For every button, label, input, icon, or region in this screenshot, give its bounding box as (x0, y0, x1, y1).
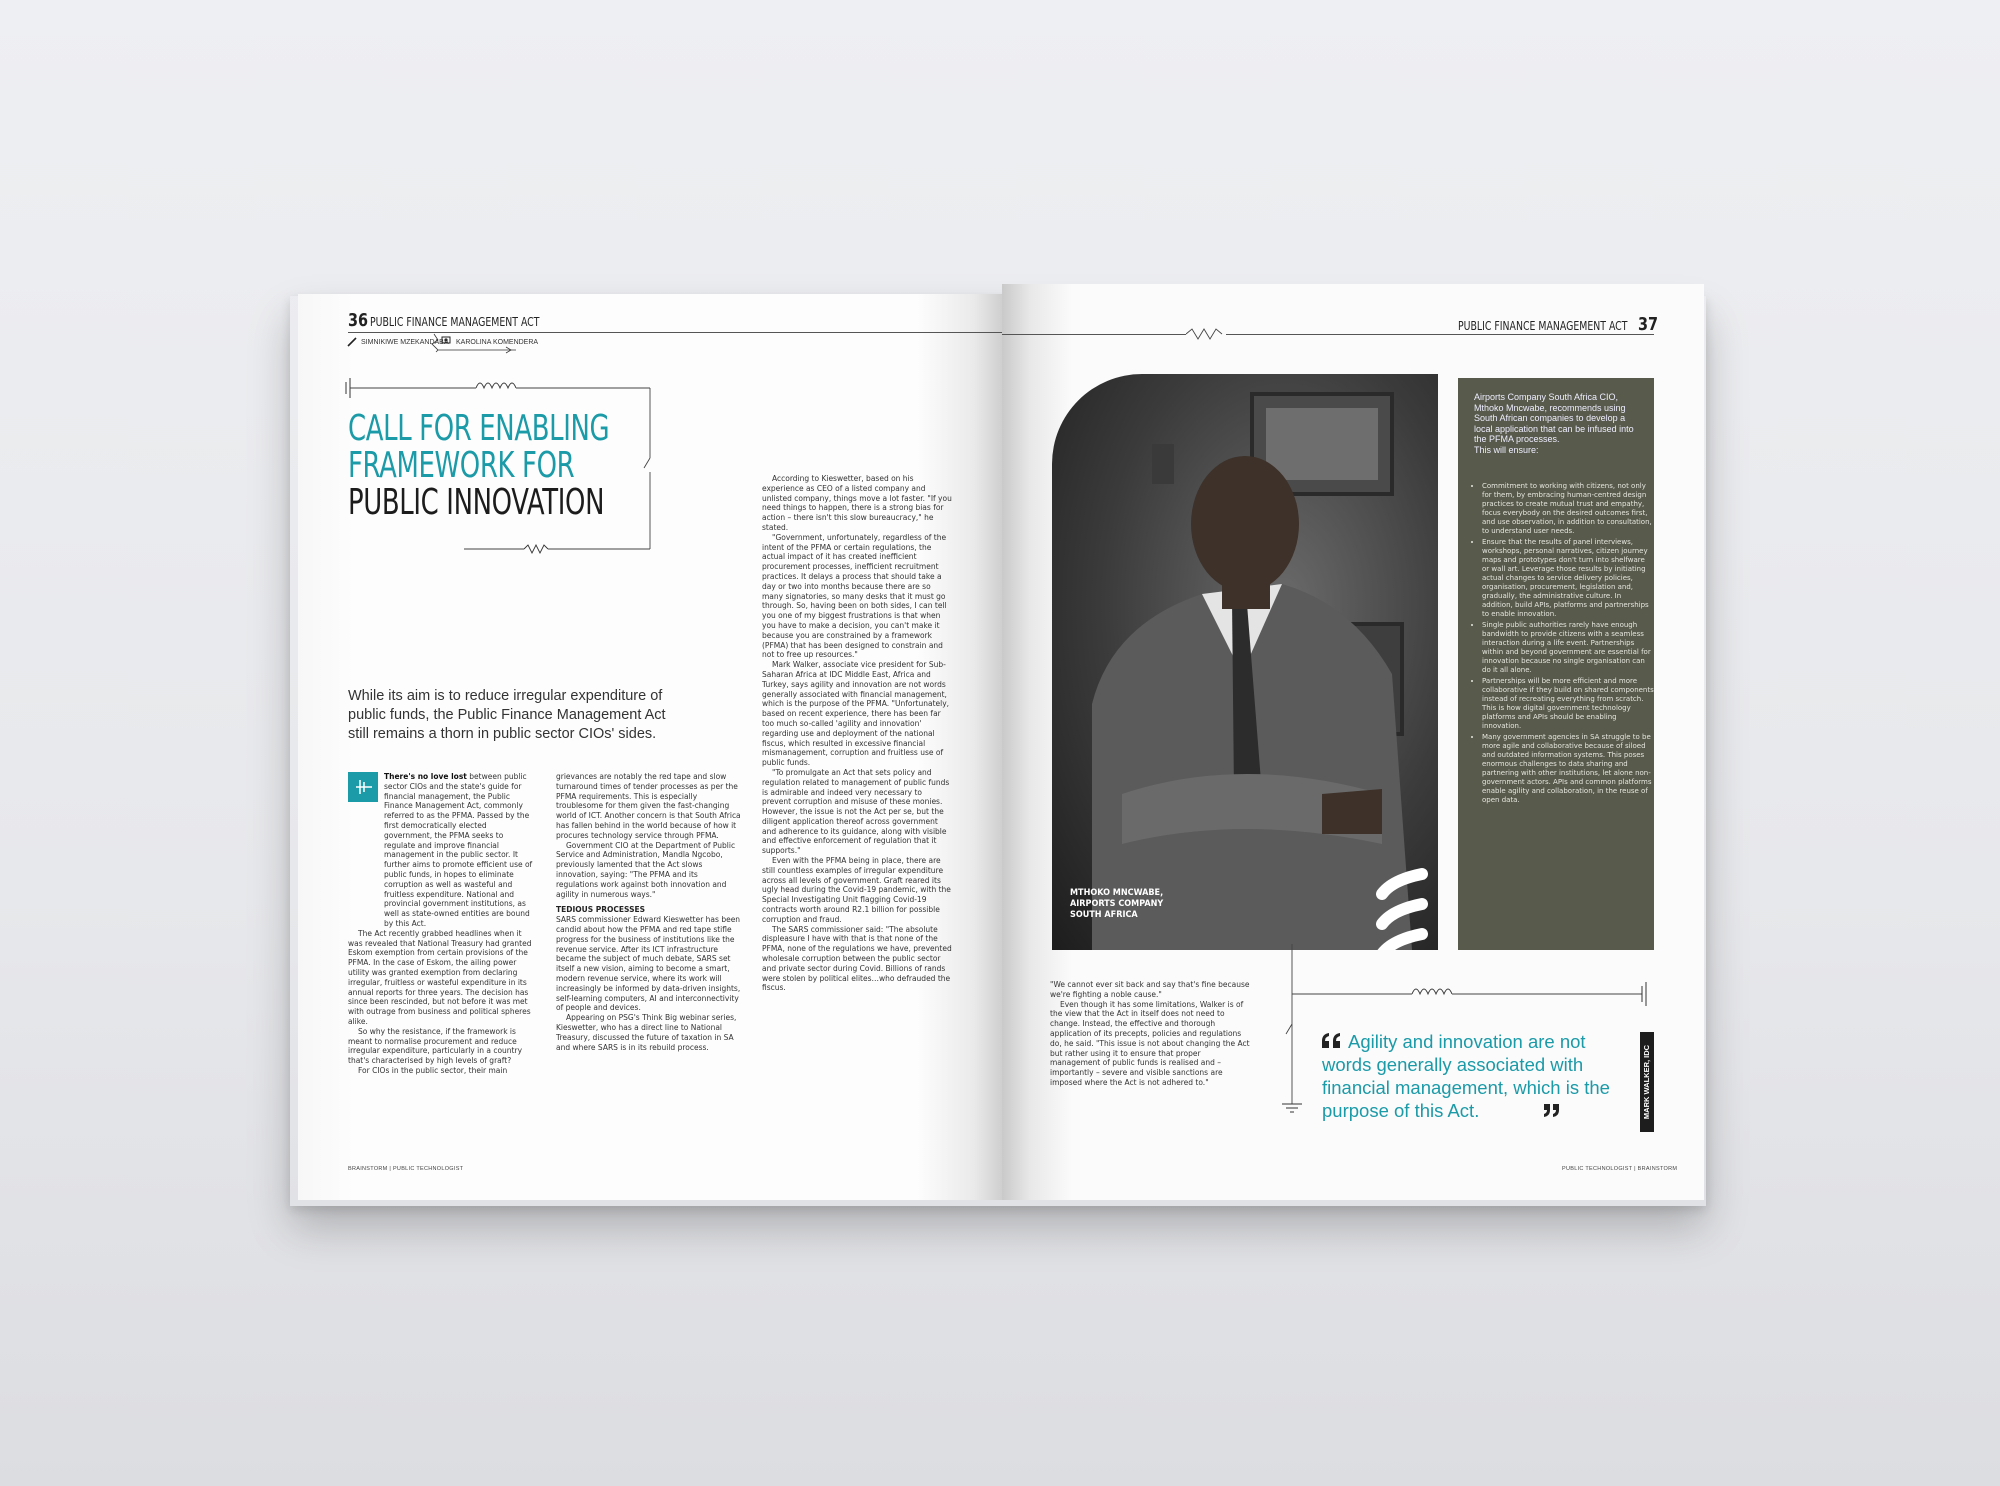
header-rule-right (1002, 334, 1654, 335)
folio-right: PUBLIC TECHNOLOGIST | BRAINSTORM (1562, 1166, 1678, 1172)
sidebar-list-item: • Ensure that the results of panel interviews, workshops, personal narratives, citizen journey maps and prototypes don't turn into shelfware or wall art. Leverage those results by initiating actual changes to service delivery policies, organisation, procurement, legislation and, gradually, the administrative culture. In addition, build APIs, platforms and partnerships to enable innovation. (1482, 538, 1654, 619)
col3-p4: "To promulgate an Act that sets policy and regulation related to management of public funds is admirable and indeed very necessary to prevent corruption and misuse of these monies. However, the issue is not the Act per se, but the diligent application thereof across government and adherence to its guidance, along with visible and effective enforcement of regulation that it supports." (762, 767, 950, 856)
col3-p5: Even with the PFMA being in place, there are still countless examples of irregular expenditure across all levels of government. Graft reared its ugly head during the Covid-19 pandemic, with the Special Investigating Unit flagging Covid-19 contracts worth around R2.1 billion for possible corruption and fraud. (762, 856, 951, 924)
body-column-1 (348, 772, 534, 1076)
col3-p3: Mark Walker, associate vice president for Sub-Saharan Africa at IDC Middle East, Africa and Turkey, says agility and innovation are not words generally associated with financial management, which is the purpose of the PFMA. "Unfortunately, based on recent experience, there has been far too much so-called 'agility and innovation' regarding use and deployment of the national fiscus, which resulted in excessive financial mismanagement, corruption and fruitless use of public funds. (762, 660, 950, 768)
lead-bold: There's no love lost (384, 772, 467, 781)
portrait-photo (1052, 374, 1438, 950)
col3-p6: The SARS commissioner said: "The absolute displeasure I have with that is that none of the PFMA, none of the regulations we have, prevented wholesale corruption between the public sector and private sector during Covid. Billions of rands were stolen by political elites…who defrauded the fiscus. (762, 924, 952, 993)
sidebar-list-item: • Many government agencies in SA struggle to be more agile and collaborative because of siloed and outdated information systems. This poses enormous challenges to data sharing and partnering with other institutions, let alone non-government actors. APIs and common platforms enable agility and collaboration, in the reuse of open data. (1482, 733, 1654, 805)
portrait-illustration (1052, 374, 1438, 950)
right-body-p2: Even though it has some limitations, Walker is of the view that the Act in itself does not need to change. Instead, the effective and thorough application of its precepts, policies and regulations do, he said. "This issue is not about changing the Act but rather using it to ensure that proper management of public funds is realised and – importantly – severe and visible sanctions are imposed where the Act is not adhered to." (1050, 999, 1250, 1087)
header-zigzag (1186, 326, 1226, 342)
writer-credit: SIMNIKIWE MZEKANDABA (361, 339, 449, 346)
running-head-left: PUBLIC FINANCE MANAGEMENT ACT (370, 315, 540, 329)
standfirst: While its aim is to reduce irregular expenditure of public funds, the Public Finance Management Act still remains a thorn in public sector CIOs' sides. (348, 688, 666, 742)
sidebar-list-item: • Single public authorities rarely have enough bandwidth to provide citizens with a seamless interaction during a life event. Partnerships within and beyond government are essential for innovation because no single organisation can do it all alone. (1482, 621, 1654, 675)
photo-caption (1070, 888, 1163, 921)
col3-p1: According to Kieswetter, based on his experience as CEO of a listed company and unlisted company, things move a lot faster. "If you need things to happen, there is a strong bias for action – there isn't this slow bureaucracy," he stated. (762, 474, 952, 532)
headline-line-2: FRAMEWORK FOR (348, 445, 575, 486)
col1-p1: between public sector CIOs and the state's guide for financial management, the Public Finance Management Act, commonly referred to as the PFMA. Passed by the first democratically elected government, the PFMA seeks to regulate and improve financial management in the public sector. It further aims to promote efficient use of public funds, in hopes to eliminate corruption as well as wasteful and fruitless expenditure. National and provincial government institutions, as well as state-owned entities are bound by this Act. (384, 772, 533, 928)
col1-para-1 (348, 772, 534, 929)
close-quote-icon (1542, 1104, 1562, 1118)
right-body-p1: "We cannot ever sit back and say that's fine because we're fighting a noble cause." (1050, 980, 1250, 999)
col2-p2: Government CIO at the Department of Public Service and Administration, Mandla Ngcobo, previously lamented that the Act slows innovation, saying: "The PFMA and its regulations work against both innovation and agility in numerous ways." (556, 840, 736, 899)
sidebar-list-item: • Partnerships will be more efficient and more collaborative if they build on shared components instead of recreating everything from scratch. This is how digital government technology platforms and APIs should be enabling innovation. (1482, 677, 1654, 731)
page-number-right: 37 (1638, 314, 1659, 335)
col3-p2: "Government, unfortunately, regardless of the intent of the PFMA or certain regulations, the actual impact of it has created inefficient procurement processes, inefficient recruitment practices. It delays a process that should take a day or two into months because there are so many signatories, so many desks that it must go through. So, having been on both sides, I can tell you one of my biggest frustrations is that when you have to make a decision, you can't make it because you are constrained by a framework (PFMA) that has been designed to constrain and not to free up resources." (762, 532, 947, 660)
sidebar-intro (1474, 392, 1644, 455)
sidebar-intro-text: Airports Company South Africa CIO, Mthoko Mncwabe, recommends using South African companies to develop a local application that can be infused into the PFMA processes. (1474, 392, 1634, 444)
col1-p2: The Act recently grabbed headlines when it was revealed that National Treasury had granted Eskom exemption from certain provisions of the PFMA. In the case of Eskom, the ailing power utility was granted exemption from declaring irregular, fruitless or wasteful expenditure in its annual reports for three years. The decision has since been rescinded, but not before it was met with outrage from business and political spheres alike. (348, 928, 532, 1026)
col1-p4: For CIOs in the public sector, their main (358, 1065, 508, 1075)
headline-line-3: PUBLIC INNOVATION (348, 482, 605, 523)
col2-p1: grievances are notably the red tape and slow turnaround times of tender processes as per the PFMA requirements. This is especially troublesome for them given the fast-changing world of ICT. Another concern is that South Africa has fallen behind in the world because of how it procures technology service through PFMA. (556, 772, 741, 840)
headline-line-1: CALL FOR ENABLING (348, 408, 610, 449)
sidebar-list (1472, 482, 1654, 807)
caption-name: MTHOKO MNCWABE, (1070, 888, 1164, 898)
quote-attribution-box (1640, 1032, 1654, 1132)
caption-line-2: AIRPORTS COMPANY (1070, 899, 1164, 909)
col2-p3: SARS commissioner Edward Kieswetter has been candid about how the PFMA and red tape stifle progress for the business of institutions like the revenue service. After its ICT infrastructure became the subject of much debate, SARS set itself a new vision, aiming to become a smart, modern revenue service, where its work will increasingly be informed by data-driven insights, self-learning computers, AI and interconnectivity of people and devices. (556, 915, 741, 1013)
page-number-left: 36 (348, 310, 369, 331)
left-page (298, 294, 1002, 1200)
body-column-3 (762, 474, 952, 993)
photographer-credit: KAROLINA KOMENDERA (456, 339, 539, 346)
sidebar-box (1458, 378, 1654, 950)
caption-line-3: SOUTH AFRICA (1070, 910, 1138, 920)
quote-attribution: MARK WALKER, IDC (1642, 1044, 1651, 1120)
sidebar-list-item: • Commitment to working with citizens, not only for them, by embracing human-centred design practices to create mutual trust and empathy, focus everybody on the desired outcomes first, and use observation, in addition to consultation, to understand user needs. (1482, 482, 1654, 536)
article-headline (348, 408, 610, 523)
pull-quote: Agility and innovation are not words generally associated with financial management, which is the purpose of this Act. (1322, 1031, 1610, 1121)
right-body-column (1050, 980, 1250, 1088)
running-head-right: PUBLIC FINANCE MANAGEMENT ACT (1458, 319, 1628, 333)
body-column-2 (556, 772, 742, 1052)
right-page (1002, 284, 1704, 1200)
col2-p4: Appearing on PSG's Think Big webinar series, Kieswetter, who has a direct line to National Treasury, discussed the future of taxation in SA and where SARS is in its rebuild process. (556, 1013, 737, 1052)
sidebar-lead: This will ensure: (1474, 444, 1539, 455)
folio-left: BRAINSTORM | PUBLIC TECHNOLOGIST (348, 1166, 464, 1172)
col1-p3: So why the resistance, if the framework is meant to normalise procurement and reduce irregular expenditure, particularly in a country that's characterised by high levels of graft? (348, 1026, 523, 1066)
subhead-tedious-processes: TEDIOUS PROCESSES (556, 905, 646, 915)
